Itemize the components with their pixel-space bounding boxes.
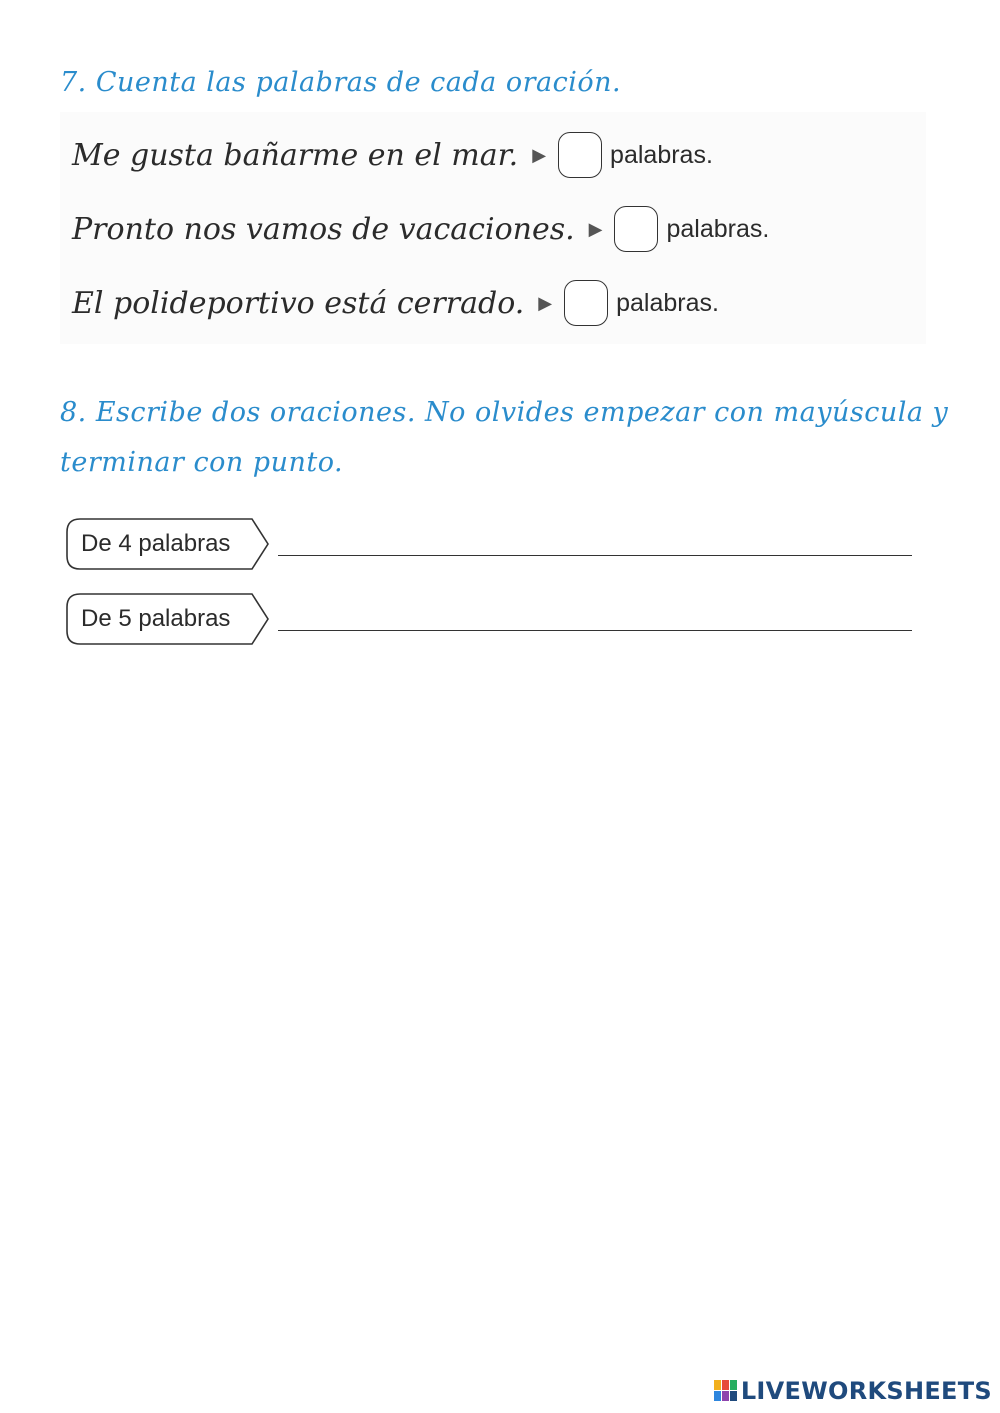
sentence-answer-input[interactable] <box>278 604 912 631</box>
logo-mark-icon <box>714 1380 738 1402</box>
word-label: palabras. <box>666 214 770 243</box>
write-row <box>66 591 912 645</box>
word-count-input[interactable] <box>614 206 658 252</box>
prompt-label: De 4 palabras <box>81 530 231 557</box>
exercise-7-panel <box>60 112 926 344</box>
sentence-row <box>72 276 719 330</box>
word-count-input[interactable] <box>564 280 608 326</box>
word-label: palabras. <box>610 140 713 169</box>
sentence-row <box>72 128 713 182</box>
sentence-text: Pronto nos vamos de vacaciones. <box>72 211 575 247</box>
exercise-7-heading: 7. Cuenta las palabras de cada oración. <box>60 67 622 98</box>
liveworksheets-logo <box>714 1377 992 1405</box>
exercise-8-heading: 8. Escribe dos oraciones. No olvides empezar con mayúscula y terminar con punto. <box>60 397 949 478</box>
sentence-text: El polideportivo está cerrado. <box>72 285 525 321</box>
word-label: palabras. <box>616 288 719 317</box>
sentence-row <box>72 202 769 256</box>
arrow-right-icon: ▶ <box>588 218 603 239</box>
write-row <box>66 516 912 570</box>
prompt-tag <box>66 593 270 645</box>
word-count-input[interactable] <box>558 132 602 178</box>
sentence-answer-input[interactable] <box>278 529 912 556</box>
prompt-tag <box>66 518 270 570</box>
sentence-text: Me gusta bañarme en el mar. <box>72 137 519 173</box>
arrow-right-icon: ▶ <box>532 144 547 165</box>
prompt-label: De 5 palabras <box>81 605 231 632</box>
brand-name: LIVEWORKSHEETS <box>740 1377 992 1405</box>
arrow-right-icon: ▶ <box>538 292 553 313</box>
